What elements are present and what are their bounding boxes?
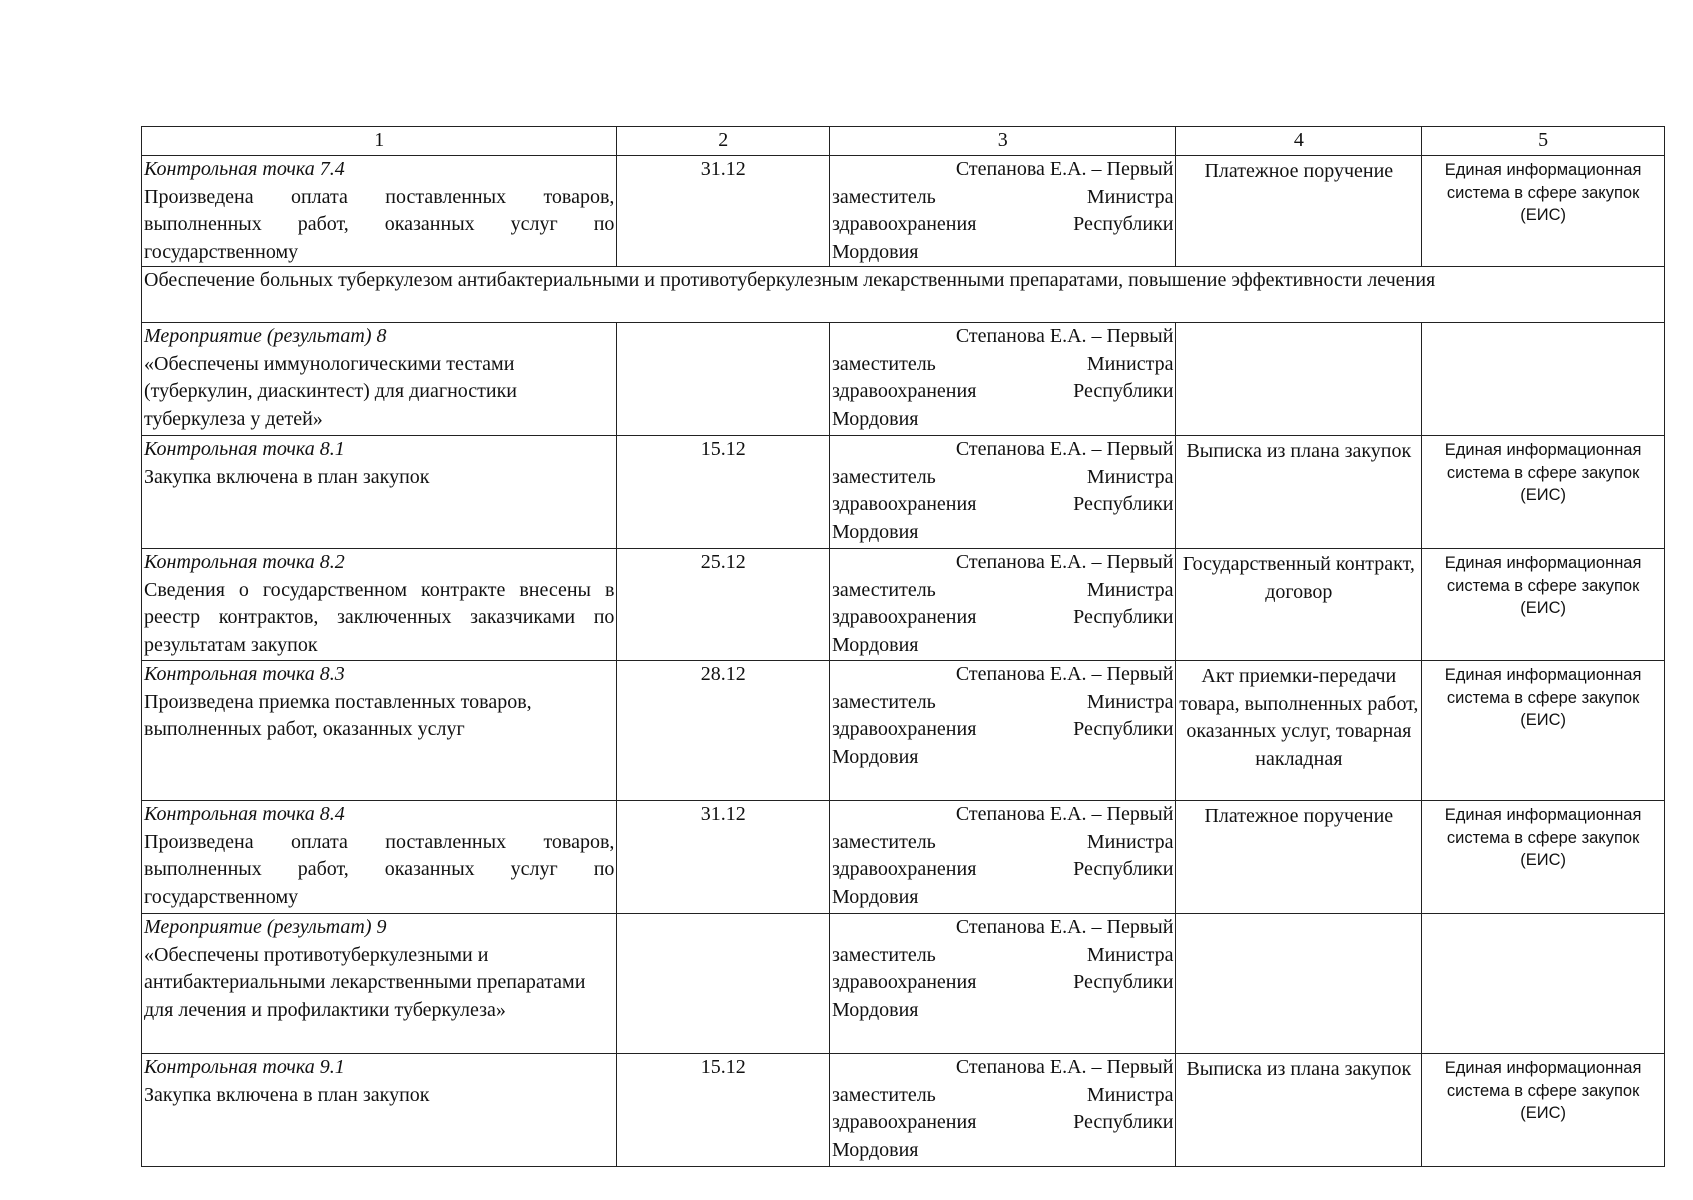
responsible-word: заместитель xyxy=(831,690,936,713)
responsible-line: Степанова Е.А. – Первый xyxy=(955,916,1174,938)
table-row xyxy=(142,801,1665,914)
responsible-line: Мордовия xyxy=(831,240,919,263)
table-row xyxy=(142,549,1665,661)
responsible-cell xyxy=(829,801,1176,914)
item-text: Закупка включена в план закупок xyxy=(144,465,430,488)
item-cell xyxy=(142,323,617,436)
plan-table xyxy=(141,126,1665,1167)
responsible-cell xyxy=(829,661,1176,801)
responsible-line: Степанова Е.А. – Первый xyxy=(955,325,1174,347)
system-cell xyxy=(1422,323,1665,436)
header-cell-5: 5 xyxy=(1422,127,1665,156)
responsible-line: Степанова Е.А. – Первый xyxy=(955,551,1174,573)
responsible-line: Мордовия xyxy=(831,745,919,768)
section-row xyxy=(142,267,1665,323)
document-cell: Государственный контракт, договор xyxy=(1176,549,1422,661)
responsible-word: Министра xyxy=(1086,830,1174,853)
item-cell xyxy=(142,661,617,801)
responsible-word: Министра xyxy=(1086,185,1174,208)
item-cell xyxy=(142,1054,617,1167)
responsible-word: Республики xyxy=(1073,213,1174,235)
date-cell: 15.12 xyxy=(617,436,830,549)
responsible-line: Мордовия xyxy=(831,885,919,908)
item-title: Мероприятие (результат) 8 xyxy=(144,325,387,347)
item-cell xyxy=(142,549,617,661)
table-row xyxy=(142,1054,1665,1167)
responsible-cell xyxy=(829,436,1176,549)
responsible-word: здравоохранения xyxy=(831,380,977,402)
responsible-cell xyxy=(829,549,1176,661)
responsible-word: здравоохранения xyxy=(831,493,977,515)
system-cell: Единая информационная система в сфере закупок (ЕИС) xyxy=(1422,661,1665,801)
responsible-line: Мордовия xyxy=(831,633,919,656)
date-cell xyxy=(617,323,830,436)
responsible-line: Степанова Е.А. – Первый xyxy=(955,663,1174,685)
item-text: «Обеспечены иммунологическими тестами (туберкулин, диаскинтест) для диагностики туберкулеза у детей» xyxy=(144,352,518,430)
document-cell xyxy=(1176,914,1422,1054)
responsible-word: здравоохранения xyxy=(831,718,977,740)
responsible-word: заместитель xyxy=(831,943,936,966)
document-cell: Акт приемки-передачи товара, выполненных работ, оказанных услуг, товарная накладная xyxy=(1176,661,1422,801)
item-title: Контрольная точка 8.4 xyxy=(144,803,345,825)
responsible-word: заместитель xyxy=(831,185,936,208)
document-cell: Выписка из плана закупок xyxy=(1176,436,1422,549)
responsible-word: Министра xyxy=(1086,352,1174,375)
responsible-line: Мордовия xyxy=(831,407,919,430)
responsible-word: Министра xyxy=(1086,578,1174,601)
responsible-word: Республики xyxy=(1073,858,1174,880)
responsible-word: здравоохранения xyxy=(831,213,977,235)
responsible-line: Мордовия xyxy=(831,520,919,543)
responsible-line: Степанова Е.А. – Первый xyxy=(955,1056,1174,1078)
responsible-word: Министра xyxy=(1086,690,1174,713)
item-cell xyxy=(142,436,617,549)
responsible-word: Министра xyxy=(1086,465,1174,488)
responsible-cell xyxy=(829,156,1176,267)
responsible-word: заместитель xyxy=(831,465,936,488)
system-cell: Единая информационная система в сфере закупок (ЕИС) xyxy=(1422,1054,1665,1167)
responsible-line: Мордовия xyxy=(831,1138,919,1161)
responsible-word: здравоохранения xyxy=(831,971,977,993)
item-title: Мероприятие (результат) 9 xyxy=(144,916,387,938)
responsible-line: Степанова Е.А. – Первый xyxy=(955,158,1174,180)
item-title: Контрольная точка 9.1 xyxy=(144,1056,345,1078)
document-cell: Выписка из плана закупок xyxy=(1176,1054,1422,1167)
responsible-line: Мордовия xyxy=(831,998,919,1021)
item-title: Контрольная точка 8.3 xyxy=(144,663,345,685)
item-text: Закупка включена в план закупок xyxy=(144,1083,430,1106)
document-cell xyxy=(1176,323,1422,436)
responsible-word: Республики xyxy=(1073,380,1174,402)
item-cell xyxy=(142,801,617,914)
responsible-word: заместитель xyxy=(831,830,936,853)
responsible-word: здравоохранения xyxy=(831,606,977,628)
date-cell: 31.12 xyxy=(617,156,830,267)
item-cell xyxy=(142,156,617,267)
table-row xyxy=(142,436,1665,549)
item-title: Контрольная точка 8.1 xyxy=(144,438,345,460)
header-cell-1: 1 xyxy=(142,127,617,156)
table-row xyxy=(142,914,1665,1054)
date-cell: 31.12 xyxy=(617,801,830,914)
table-row xyxy=(142,661,1665,801)
date-cell: 28.12 xyxy=(617,661,830,801)
responsible-word: Республики xyxy=(1073,718,1174,740)
item-cell xyxy=(142,914,617,1054)
item-text: Произведена приемка поставленных товаров, выполненных работ, оказанных услуг xyxy=(144,690,532,740)
responsible-cell xyxy=(829,323,1176,436)
responsible-line: Степанова Е.А. – Первый xyxy=(955,803,1174,825)
item-text: Произведена оплата поставленных товаров, выполненных работ, оказанных услуг по государственному xyxy=(144,830,615,908)
responsible-word: заместитель xyxy=(831,1083,936,1106)
header-cell-4: 4 xyxy=(1176,127,1422,156)
responsible-word: Министра xyxy=(1086,943,1174,966)
responsible-word: Республики xyxy=(1073,1111,1174,1133)
responsible-word: здравоохранения xyxy=(831,1111,977,1133)
header-row xyxy=(142,127,1665,156)
table-row xyxy=(142,323,1665,436)
table-row xyxy=(142,156,1665,267)
document-cell: Платежное поручение xyxy=(1176,156,1422,267)
system-cell: Единая информационная система в сфере закупок (ЕИС) xyxy=(1422,801,1665,914)
date-cell: 25.12 xyxy=(617,549,830,661)
system-cell: Единая информационная система в сфере закупок (ЕИС) xyxy=(1422,436,1665,549)
header-cell-2: 2 xyxy=(617,127,830,156)
responsible-cell xyxy=(829,1054,1176,1167)
date-cell: 15.12 xyxy=(617,1054,830,1167)
item-title: Контрольная точка 8.2 xyxy=(144,551,345,573)
item-text: Сведения о государственном контракте внесены в реестр контрактов, заключенных заказчиками по результатам закупок xyxy=(144,578,615,656)
item-text: «Обеспечены противотуберкулезными и антибактериальными лекарственными препаратами для лечения и профилактики туберкулеза» xyxy=(144,943,586,1021)
document-cell: Платежное поручение xyxy=(1176,801,1422,914)
responsible-word: здравоохранения xyxy=(831,858,977,880)
responsible-cell xyxy=(829,914,1176,1054)
responsible-word: Министра xyxy=(1086,1083,1174,1106)
responsible-word: Республики xyxy=(1073,606,1174,628)
responsible-word: заместитель xyxy=(831,578,936,601)
date-cell xyxy=(617,914,830,1054)
responsible-word: Республики xyxy=(1073,493,1174,515)
responsible-word: Республики xyxy=(1073,971,1174,993)
responsible-word: заместитель xyxy=(831,352,936,375)
item-text: Произведена оплата поставленных товаров, выполненных работ, оказанных услуг по государственному xyxy=(144,185,615,263)
system-cell xyxy=(1422,914,1665,1054)
item-title: Контрольная точка 7.4 xyxy=(144,158,345,180)
header-cell-3: 3 xyxy=(829,127,1176,156)
section-cell: Обеспечение больных туберкулезом антибактериальными и противотуберкулезным лекарственными препаратами, повышение эффективности лечения xyxy=(142,267,1665,323)
system-cell: Единая информационная система в сфере закупок (ЕИС) xyxy=(1422,549,1665,661)
system-cell: Единая информационная система в сфере закупок (ЕИС) xyxy=(1422,156,1665,267)
responsible-line: Степанова Е.А. – Первый xyxy=(955,438,1174,460)
